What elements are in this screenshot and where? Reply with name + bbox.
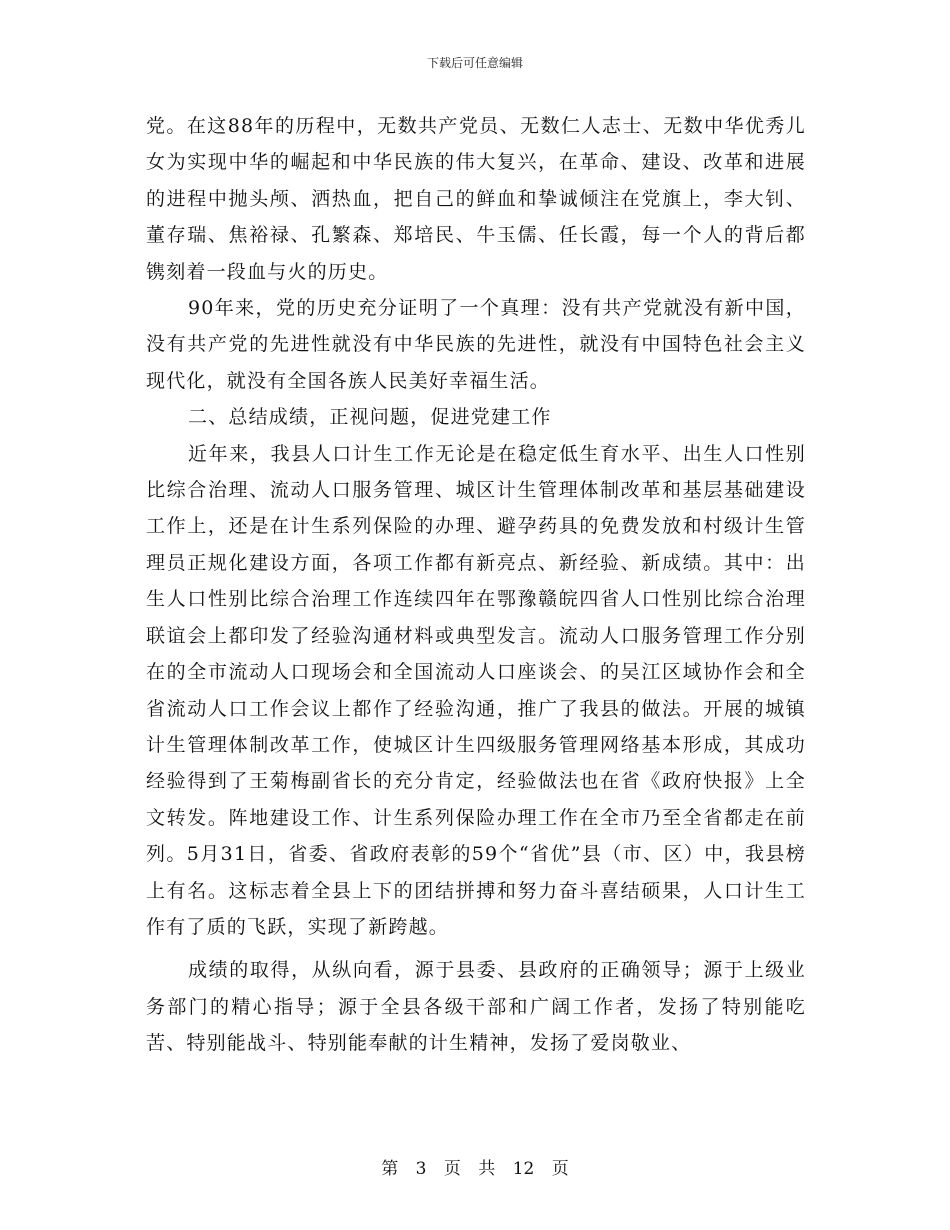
- footer-current-page: 3: [415, 1159, 427, 1179]
- paragraph-history-continuation: 党。在这88年的历程中，无数共产党员、无数仁人志士、无数中华优秀儿女为实现中华的崛起和中华民族的伟大复兴，在革命、建设、改革和进展的进程中抛头颅、洒热血，把自己的鲜血和挚诚倾注在党旗上，李大钊、董存瑞、焦裕禄、孔繁森、郑培民、牛玉儒、任长霞，每一个人的背后都镌刻着一段血与火的历史。: [146, 115, 806, 283]
- page-header: 下载后可任意编辑: [426, 56, 523, 70]
- section-heading-summary: 二、总结成绩，正视问题，促进党建工作: [188, 406, 552, 429]
- footer-middle: 页: [443, 1159, 461, 1179]
- document-body: [146, 108, 806, 1062]
- footer-suffix: 页: [551, 1159, 569, 1179]
- footer-prefix: 第: [381, 1159, 399, 1179]
- paragraph-90-years: 90年来，党的历史充分证明了一个真理：没有共产党就没有新中国，没有共产党的先进性就没有中华民族的先进性，就没有中国特色社会主义现代化，就没有全国各族人民美好幸福生活。: [146, 297, 806, 392]
- paragraph-recent-years: 近年来，我县人口计生工作无论是在稳定低生育水平、出生人口性别比综合治理、流动人口服务管理、城区计生管理体制改革和基层基础建设工作上，还是在计生系列保险的办理、避孕药具的免费发放和村级计生管理员正规化建设方面，各项工作都有新亮点、新经验、新成绩。其中：出生人口性别比综合治理工作连续四年在鄂豫赣皖四省人口性别比综合治理联谊会上都印发了经验沟通材料或典型发言。流动人口服务管理工作分别在的全市流动人口现场会和全国流动人口座谈会、的吴江区域协作会和全省流动人口工作会议上都作了经验沟通，推广了我县的做法。开展的城镇计生管理体制改革工作，使城区计生四级服务管理网络基本形成，其成功经验得到了王菊梅副省长的充分肯定，经验做法也在省《政府快报》上全文转发。阵地建设工作、计生系列保险办理工作在全市乃至全省都走在前列。5月31日，省委、省政府表彰的59个“省优”县（市、区）中，我县榜上有名。这标志着全县上下的团结拼搏和努力奋斗喜结硕果，人口计生工作有了质的飞跃，实现了新跨越。: [146, 442, 806, 938]
- paragraph-achievements: 成绩的取得，从纵向看，源于县委、县政府的正确领导；源于上级业务部门的精心指导；源于全县各级干部和广阔工作者，发扬了特别能吃苦、特别能战斗、特别能奉献的计生精神，发扬了爱岗敬业、: [146, 959, 806, 1055]
- footer-total-pages: 12: [512, 1159, 535, 1179]
- page-footer: [0, 1154, 950, 1179]
- footer-total-label: 共: [478, 1159, 496, 1179]
